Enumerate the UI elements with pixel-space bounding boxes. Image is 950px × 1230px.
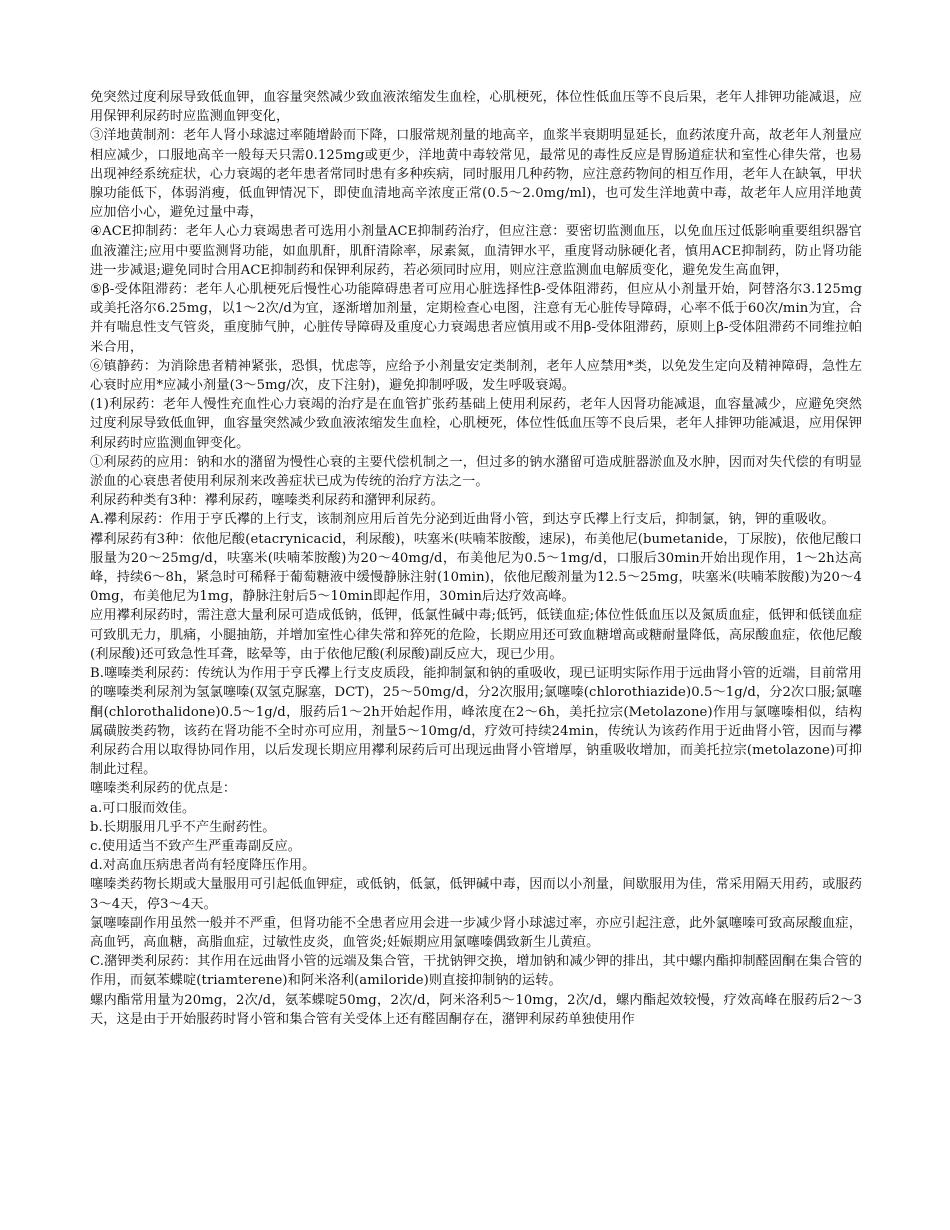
paragraph: 应用襻利尿药时，需注意大量利尿可造成低钠，低钾，低氯性碱中毒;低钙，低镁血症;体位性低血压以及氮质血症，低钾和低镁血症可致肌无力，肌痛，小腿抽筋，并增加室性心律失常和猝死的危险，长期应用还可致血糖增高或糖耐量降低，高尿酸血症，依他尼酸(利尿酸)还可致急性耳聋，眩晕等，由于依他尼酸(利尿酸)副反应大，现已少用。 [90,608,862,662]
list-item: b.长期服用几乎不产生耐药性。 [90,819,276,835]
paragraph: A.襻利尿药：作用于亨氏襻的上行支，该制剂应用后首先分泌到近曲肾小管，到达亨氏襻上行支后，抑制氯，钠，钾的重吸收。 [90,512,835,528]
paragraph: (1)利尿药：老年人慢性充血性心力衰竭的治疗是在血管扩张药基础上使用利尿药，老年人因肾功能减退，血容量减少，应避免突然过度利尿导致低血钾，血容量突然减少致血液浓缩发生血栓，心肌梗死，体位性低血压等不良后果，老年人排钾功能减退，应用保钾利尿药时应监测血钾变化。 [90,397,862,451]
paragraph: 免突然过度利尿导致低血钾，血容量突然减少致血液浓缩发生血栓，心肌梗死，体位性低血压等不良后果，老年人排钾功能减退，应用保钾利尿药时应监测血钾变化， [90,90,862,125]
paragraph: C.潴钾类利尿药：其作用在远曲肾小管的远端及集合管，干扰钠钾交换，增加钠和减少钾的排出，其中螺内酯抑制醛固酮在集合管的作用，而氨苯蝶啶(triamterene)和阿米洛利(amiloride)则直接抑制钠的运转。 [90,954,862,989]
paragraph: ④ACE抑制药：老年人心力衰竭患者可选用小剂量ACE抑制药治疗，但应注意：要密切监测血压，以免血压过低影响重要组织器官血液灌注;应用中要监测肾功能，如血肌酐，肌酐清除率，尿素氮，血清钾水平，重度肾动脉硬化者，慎用ACE抑制药，防止肾功能进一步减退;避免同时合用ACE抑制药和保钾利尿药，若必须同时应用，则应注意监测血电解质变化，避免发生高血钾， [90,224,862,278]
paragraph: 襻利尿药有3种：依他尼酸(etacrynicacid，利尿酸)，呋塞米(呋喃苯胺酸，速尿)，布美他尼(bumetanide，丁尿胺)，依他尼酸口服量为20～25mg/d，呋塞米(呋喃苯胺酸)为20～40mg/d，布美他尼为0.5～1mg/d，口服后30min开始出现作用，1～2h达高峰，持续6～8h，紧急时可稀释于葡萄糖液中缓慢静脉注射(10min)，依他尼酸剂量为12.5～25mg，呋塞米(呋喃苯胺酸)为20～40mg，布美他尼为1mg，静脉注射后5～10min即起作用，30min后达疗效高峰。 [90,531,862,605]
paragraph: 噻嗪类利尿药的优点是： [90,781,237,797]
paragraph: 氯噻嗪副作用虽然一般并不严重，但肾功能不全患者应用会进一步减少肾小球滤过率，亦应引起注意，此外氯噻嗪可致高尿酸血症，高血钙，高血糖，高脂血症，过敏性皮炎，血管炎;妊娠期应用氯噻嗪偶致新生儿黄疸。 [90,915,862,950]
document-body [90,88,862,1029]
list-item: a.可口服而效佳。 [90,800,196,816]
paragraph: ⑥镇静药：为消除患者精神紧张，恐惧，忧虑等，应给予小剂量安定类制剂，老年人应禁用*类，以免发生定向及精神障碍，急性左心衰时应用*应减小剂量(3～5mg/次，皮下注射)，避免抑制呼吸，发生呼吸衰竭。 [90,358,862,394]
paragraph: 螺内酯常用量为20mg，2次/d，氨苯蝶啶50mg，2次/d，阿米洛利5～10mg，2次/d，螺内酯起效较慢，疗效高峰在服药后2～3天，这是由于开始服药时肾小管和集合管有关受体上还有醛固酮存在，潴钾利尿药单独使用作 [90,992,862,1027]
paragraph: ⑤β-受体阻滞药：老年人心肌梗死后慢性心功能障碍患者可应用心脏选择性β-受体阻滞药，但应从小剂量开始，阿替洛尔3.125mg或美托洛尔6.25mg，以1～2次/d为宜，逐渐增加剂量，定期检查心电图，注意有无心脏传导障碍，心率不低于60次/min为宜，合并有喘息性支气管炎，重度肺气肿，心脏传导障碍及重度心力衰竭患者应慎用或不用β-受体阻滞药，原则上β-受体阻滞药不同维拉帕米合用， [90,282,862,355]
list-item: c.使用适当不致产生严重毒副反应。 [90,838,302,854]
paragraph: 利尿药种类有3种：襻利尿药，噻嗪类利尿药和潴钾利尿药。 [90,493,444,509]
list-item: d.对高血压病患者尚有轻度降压作用。 [90,858,316,874]
paragraph: 噻嗪类药物长期或大量服用可引起低血钾症，或低钠，低氯，低钾碱中毒，因而以小剂量，间歇服用为佳，常采用隔天用药，或服药3～4天，停3～4天。 [90,877,862,912]
paragraph: ③洋地黄制剂：老年人肾小球滤过率随增龄而下降，口服常规剂量的地高辛，血浆半衰期明显延长，血药浓度升高，故老年人剂量应相应减少，口服地高辛一般每天只需0.125mg或更少，洋地黄中毒较常见，最常见的毒性反应是胃肠道症状和室性心律失常，也易出现神经系统症状，心力衰竭的老年患者常同时患有多种疾病，同时服用几种药物，应注意药物间的相互作用，老年人在缺氧，甲状腺功能低下，体弱消瘦，低血钾情况下，即使血清地高辛浓度正常(0.5～2.0mg/ml)，也可发生洋地黄中毒，故老年人应用洋地黄应加倍小心，避免过量中毒， [90,128,862,221]
paragraph: ①利尿药的应用：钠和水的潴留为慢性心衰的主要代偿机制之一，但过多的钠水潴留可造成脏器淤血及水肿，因而对失代偿的有明显淤血的心衰患者使用利尿剂来改善症状已成为传统的治疗方法之一。 [90,454,862,490]
paragraph: B.噻嗪类利尿药：传统认为作用于亨氏襻上行支皮质段，能抑制氯和钠的重吸收，现已证明实际作用于远曲肾小管的近端，目前常用的噻嗪类利尿剂为氢氯噻嗪(双氢克脲塞，DCT)，25～50mg/d，分2次服用;氯噻嗪(chlorothiazide)0.5～1g/d，分2次口服;氯噻酮(chlorothalidone)0.5～1g/d，服药后1～2h开始起作用，峰浓度在2～6h，美托拉宗(Metolazone)作用与氯噻嗪相似，结构属磺胺类药物，该药在肾功能不全时亦可应用，剂量5～10mg/d，疗效可持续24min，传统认为该药作用于近曲肾小管，因而与襻利尿药合用以取得协同作用，以后发现长期应用襻利尿药后可出现远曲肾小管增厚，钠重吸收增加，而美托拉宗(metolazone)可抑制此过程。 [90,666,862,778]
